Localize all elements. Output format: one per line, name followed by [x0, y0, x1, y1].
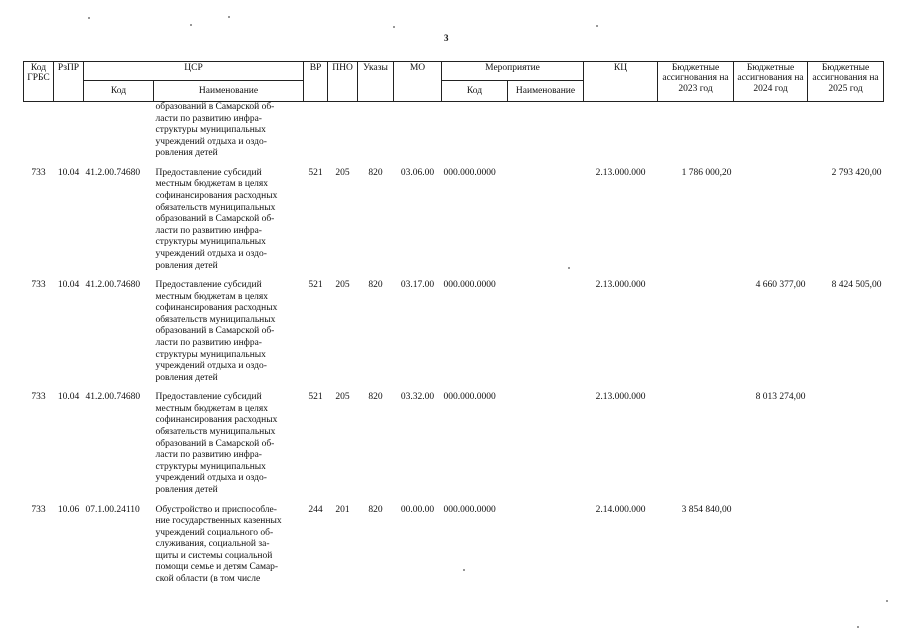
scan-speck	[886, 600, 888, 602]
cell-kc: 2.13.000.000	[595, 392, 646, 403]
cell-grbs: 733	[31, 280, 46, 291]
row-spacer	[24, 272, 884, 280]
cell-budget-2025	[808, 392, 884, 496]
cell-pno: 205	[335, 167, 350, 178]
cell-mer-name	[508, 505, 584, 586]
scan-speck	[88, 17, 90, 19]
cell-budget-2025: 8 424 505,00	[831, 280, 882, 291]
cell-budget-2023	[658, 280, 734, 384]
cell-rzpr: 10.06	[57, 504, 80, 515]
cell-rzpr: 10.04	[57, 392, 80, 403]
cell-kc: 2.14.000.000	[595, 504, 646, 515]
cell-pno: 205	[335, 280, 350, 291]
scan-speck	[190, 24, 192, 26]
cell-budget-2024: 8 013 274,00	[755, 392, 806, 403]
cell-mer-name	[508, 392, 584, 496]
cell-csr-kod: 41.2.00.74680	[85, 280, 141, 291]
cell-vr: 521	[308, 392, 323, 403]
cell-budget-2025: 2 793 420,00	[831, 167, 882, 178]
header-mer-kod: Код	[442, 81, 508, 102]
scan-speck	[393, 26, 395, 28]
continuation-row	[24, 102, 884, 160]
row-spacer	[24, 160, 884, 168]
cell-mo: 03.17.00	[400, 280, 435, 291]
page-number: 3	[444, 33, 449, 43]
table-row	[24, 280, 884, 384]
cell-csr-kod: 41.2.00.74680	[85, 167, 141, 178]
cell-mer-kod: 000.000.0000	[443, 167, 496, 178]
budget-table	[23, 61, 884, 586]
header-vr: ВР	[304, 62, 328, 102]
cell-rzpr: 10.04	[57, 167, 80, 178]
cell-vr: 521	[308, 167, 323, 178]
cell-mo: 03.32.00	[400, 392, 435, 403]
row-spacer	[24, 497, 884, 505]
cell-mo: 00.00.00	[400, 504, 435, 515]
cell-name: Предоставление субсидий местным бюджетам в целях софинансирования расходных обязательств муниципальных образований в Самарской об- ласти по развитию инфра- структуры муниципальных учреждений отдыха и оздо- ровления детей	[155, 280, 278, 383]
cell-mer-name	[508, 280, 584, 384]
table-row	[24, 505, 884, 586]
header-budget-2025: Бюджетные ассигнования на 2025 год	[808, 62, 884, 102]
header-kc: КЦ	[584, 62, 658, 102]
cell-kc: 2.13.000.000	[595, 280, 646, 291]
cell-pno: 201	[335, 504, 350, 515]
cell-grbs: 733	[31, 392, 46, 403]
cell-budget-2023	[658, 392, 734, 496]
cell-vr: 521	[308, 280, 323, 291]
cell-mer-kod: 000.000.0000	[443, 392, 496, 403]
header-mo: МО	[394, 62, 442, 102]
table-row	[24, 168, 884, 272]
cell-vr: 244	[308, 504, 323, 515]
cell-budget-2024	[734, 505, 808, 586]
cell-name: Обустройство и приспособле- ние государственных казенных учреждений социального об- служивания, социальной за- щиты и системы социальной помощи семье и детям Самар- ской области (в том числе	[155, 504, 282, 584]
header-mer-name: Наименование	[508, 81, 584, 102]
cell-budget-2024	[734, 168, 808, 272]
header-csr-name: Наименование	[154, 81, 304, 102]
cell-ukazy: 820	[368, 280, 383, 291]
table-body	[24, 102, 884, 586]
cell-csr-kod: 41.2.00.74680	[85, 392, 141, 403]
header-budget-2023: Бюджетные ассигнования на 2023 год	[658, 62, 734, 102]
cell-rzpr: 10.04	[57, 280, 80, 291]
cell-budget-2023: 3 854 840,00	[681, 504, 732, 515]
header-csr: ЦСР	[84, 62, 304, 81]
cell-grbs: 733	[31, 167, 46, 178]
cell-mer-name	[508, 168, 584, 272]
cell-ukazy: 820	[368, 167, 383, 178]
header-pno: ПНО	[328, 62, 358, 102]
cell-kc: 2.13.000.000	[595, 167, 646, 178]
cell-budget-2024: 4 660 377,00	[755, 280, 806, 291]
cell-mer-kod: 000.000.0000	[443, 280, 496, 291]
cell-budget-2025	[808, 505, 884, 586]
header-csr-kod: Код	[84, 81, 154, 102]
table-row	[24, 392, 884, 496]
cell-csr-kod: 07.1.00.24110	[85, 504, 140, 515]
header-kod-grbs: Код ГРБС	[24, 62, 54, 102]
cell-name: Предоставление субсидий местным бюджетам в целях софинансирования расходных обязательств муниципальных образований в Самарской об- ласти по развитию инфра- структуры муниципальных учреждений отдыха и оздо- ровления детей	[155, 167, 278, 271]
cell-ukazy: 820	[368, 504, 383, 515]
header-budget-2024: Бюджетные ассигнования на 2024 год	[734, 62, 808, 102]
cell-name: Предоставление субсидий местным бюджетам в целях софинансирования расходных обязательств муниципальных образований в Самарской об- ласти по развитию инфра- структуры муниципальных учреждений отдыха и оздо- ровления детей	[155, 392, 278, 495]
scan-speck	[596, 25, 598, 27]
continuation-text: образований в Самарской об- ласти по развитию инфра- структуры муниципальных учреждений отдыха и оздо- ровления детей	[155, 102, 275, 159]
cell-mer-kod: 000.000.0000	[443, 504, 496, 515]
cell-grbs: 733	[31, 504, 46, 515]
header-rzpr: РзПР	[54, 62, 84, 102]
table-header	[24, 62, 884, 102]
cell-mo: 03.06.00	[400, 167, 435, 178]
cell-pno: 205	[335, 392, 350, 403]
cell-budget-2023: 1 786 000,20	[681, 167, 732, 178]
scan-speck	[857, 626, 859, 628]
scan-speck	[228, 16, 230, 18]
row-spacer	[24, 384, 884, 392]
header-ukazy: Указы	[358, 62, 394, 102]
cell-ukazy: 820	[368, 392, 383, 403]
header-meropriyatie: Мероприятие	[442, 62, 584, 81]
